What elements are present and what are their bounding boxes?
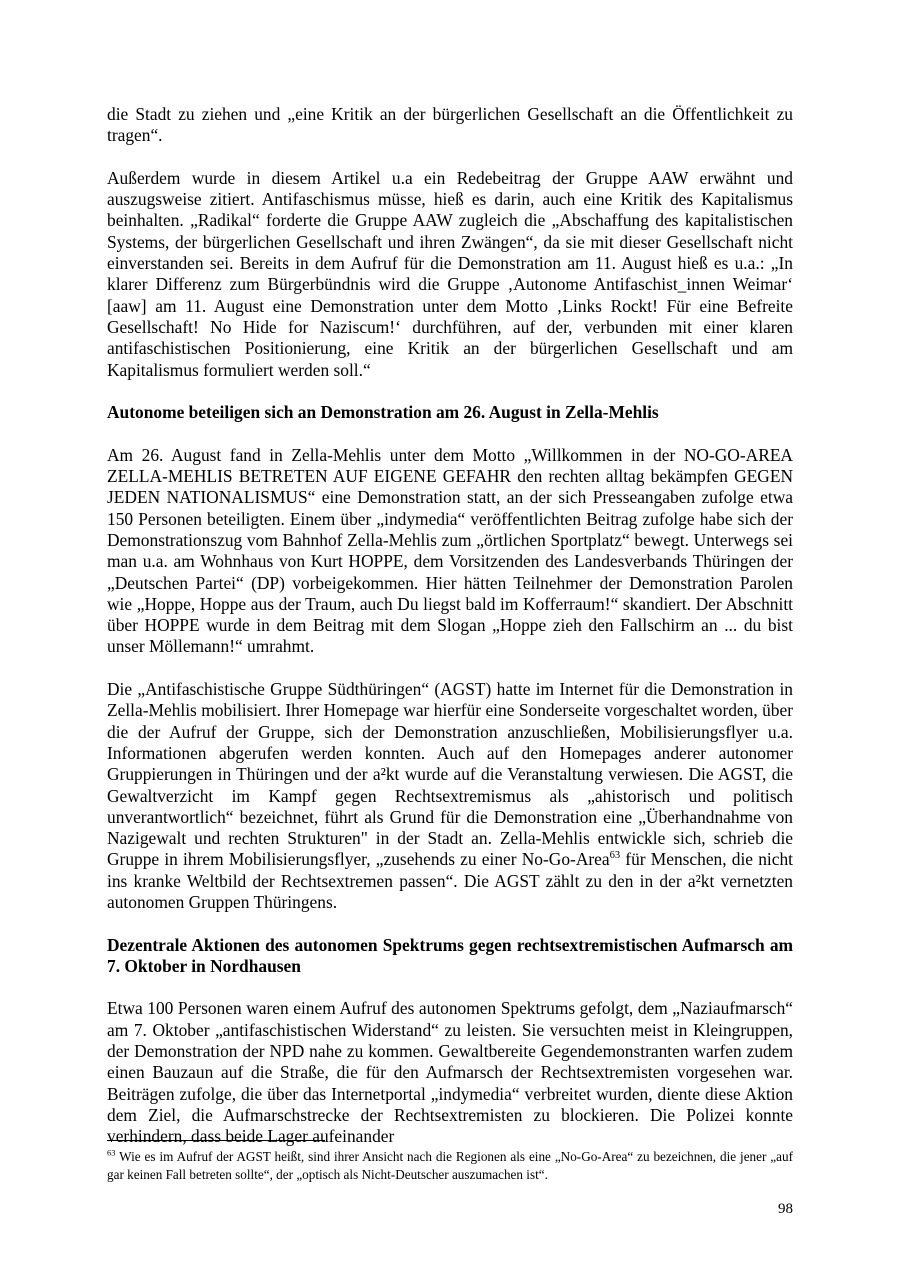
paragraph: Außerdem wurde in diesem Artikel u.a ein Redebeitrag der Gruppe AAW erwähnt und auszugsweise zitiert. Antifaschismus müsse, hieß es darin, auch eine Kritik des Kapitalismus beinhalten. „Radikal“ forderte die Gruppe AAW zugleich die „Abschaffung des kapitalistischen Systems, der bürgerlichen Gesellschaft und ihren Zwängen“, da sie mit dieser Gesellschaft nicht einverstanden sei. Bereits in dem Aufruf für die Demonstration am 11. August hieß es u.a.: „In klarer Differenz zum Bürgerbündnis wird die Gruppe ‚Autonome Antifaschist_innen Weimar‘ [aaw] am 11. August eine Demonstration unter dem Motto ‚Links Rockt! Für eine Befreite Gesellschaft! No Hide for Naziscum!‘ durchführen, auf der, verbunden mit einer klaren antifaschistischen Positionierung, eine Kritik an der bürgerlichen Gesellschaft und am Kapitalismus formuliert werden soll.“ xyxy=(107,167,793,380)
paragraph-text: für Menschen, die nicht ins kranke Weltbild der Rechtsextremen passen“. Die AGST zählt zu den in der a²kt vernetzten autonomen Gruppen Thüringens. xyxy=(107,849,793,912)
footnote-number: 63 xyxy=(107,1147,116,1158)
footnote-divider xyxy=(107,1140,325,1141)
paragraph: die Stadt zu ziehen und „eine Kritik an der bürgerlichen Gesellschaft an die Öffentlichkeit zu tragen“. xyxy=(107,104,793,146)
footnote-text: Wie es im Aufruf der AGST heißt, sind ihrer Ansicht nach die Regionen als eine „No-Go-Area“ zu bezeichnen, die jener „auf gar keinen Fall betreten sollte“, der „optisch als Nicht-Deutscher auszumachen ist“. xyxy=(107,1149,793,1182)
paragraph-text: Die „Antifaschistische Gruppe Südthüringen“ (AGST) hatte im Internet für die Demonstration in Zella-Mehlis mobilisiert. Ihrer Homepage war hierfür eine Sonderseite vorgeschaltet worden, über die der Aufruf der Gruppe, sich der Demonstration anzuschließen, Mobilisierungsflyer u.a. Informationen abgerufen werden konnten. Auch auf den Homepages anderer autonomer Gruppierungen in Thüringen und der a²kt wurde auf die Veranstaltung verwiesen. Die AGST, die Gewaltverzicht im Kampf gegen Rechtsextremismus als „ahistorisch und politisch unverantwortlich“ bezeichnet, führt als Grund für die Demonstration eine „Überhandnahme von Nazigewalt und rechten Strukturen" in der Stadt an. Zella-Mehlis entwickle sich, schrieb die Gruppe in ihrem Mobilisierungsflyer, „zusehends zu einer No-Go-Area xyxy=(107,679,793,870)
footnote xyxy=(107,1148,793,1183)
footnote-reference: 63 xyxy=(609,850,621,862)
paragraph: Etwa 100 Personen waren einem Aufruf des autonomen Spektrums gefolgt, dem „Naziaufmarsch“ am 7. Oktober „antifaschistischen Widerstand“ zu leisten. Sie versuchten meist in Kleingruppen, der Demonstration der NPD nahe zu kommen. Gewaltbereite Gegendemonstranten warfen zudem einen Bauzaun auf die Straße, die für den Aufmarsch der Rechtsextremisten vorgesehen war. Beiträgen zufolge, die über das Internetportal „indymedia“ verbreitet wurden, diente diese Aktion dem Ziel, die Aufmarschstrecke der Rechtsextremisten zu blockieren. Die Polizei konnte verhindern, dass beide Lager aufeinander xyxy=(107,998,793,1147)
body-text xyxy=(107,104,793,1148)
paragraph xyxy=(107,679,793,913)
paragraph: Am 26. August fand in Zella-Mehlis unter dem Motto „Willkommen in der NO-GO-AREA ZELLA-MEHLIS BETRETEN AUF EIGENE GEFAHR den rechten alltag bekämpfen GEGEN JEDEN NATIONALISMUS“ eine Demonstration statt, an der sich Presseangaben zufolge etwa 150 Personen beteiligten. Einem über „indymedia“ veröffentlichten Beitrag zufolge habe sich der Demonstrationszug vom Bahnhof Zella-Mehlis zum „örtlichen Sportplatz“ bewegt. Unterwegs sei man u.a. am Wohnhaus von Kurt HOPPE, dem Vorsitzenden des Landesverbands Thüringen der „Deutschen Partei“ (DP) vorbeigekommen. Hier hätten Teilnehmer der Demonstration Parolen wie „Hoppe, Hoppe aus der Traum, auch Du liegst bald im Kofferraum!“ skandiert. Der Abschnitt über HOPPE wurde in dem Beitrag mit dem Slogan „Hoppe zieh den Fallschirm an ... du bist unser Möllemann!“ umrahmt. xyxy=(107,444,793,657)
section-heading: Autonome beteiligen sich an Demonstration am 26. August in Zella-Mehlis xyxy=(107,402,659,423)
section-heading: Dezentrale Aktionen des autonomen Spektrums gegen rechtsextremistischen Aufmarsch am 7. Oktober in Nordhausen xyxy=(107,934,793,976)
page-number: 98 xyxy=(778,1201,793,1217)
